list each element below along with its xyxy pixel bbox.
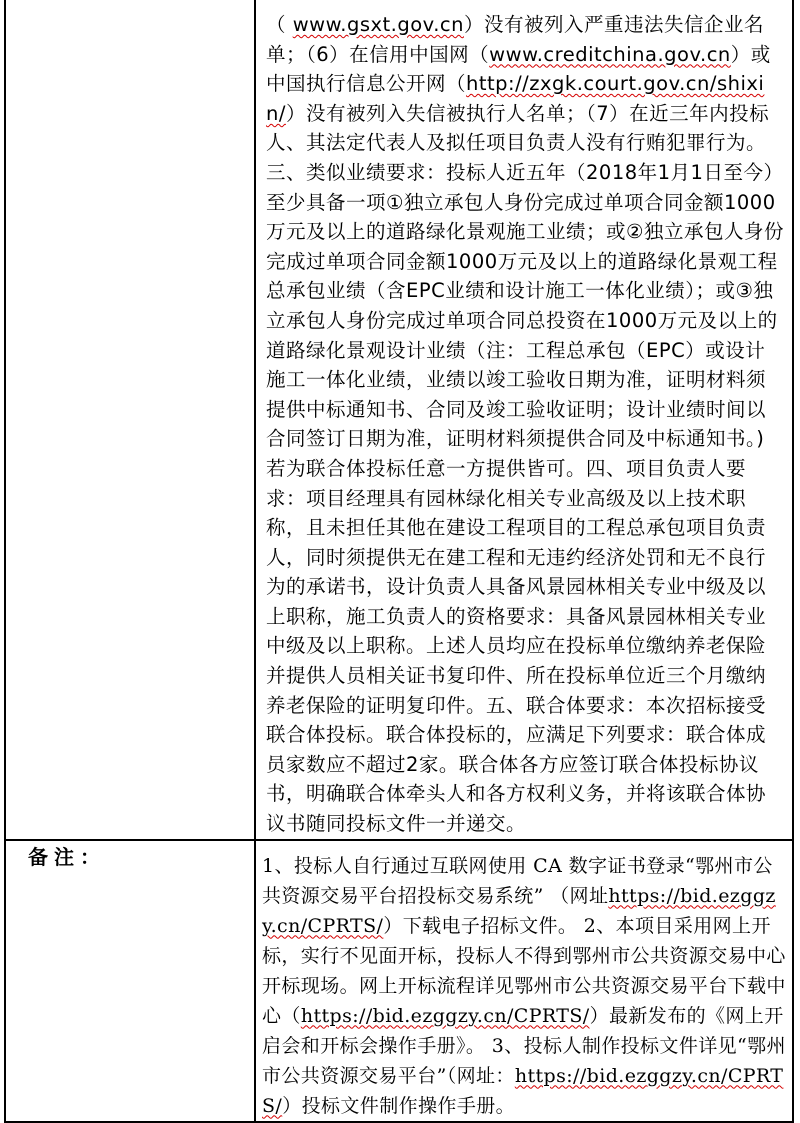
notes-label-cell: [5, 840, 255, 1122]
table-row: [5, 840, 793, 1122]
text-segment: ）最新发布的《网上开启会和开标会操作手册》。 3、投标人制作投标文件详见“鄂州市公共资源交易平台”（网址：: [262, 1004, 786, 1087]
zxgk-link-text: http://zxgk.court.gov.cn/shixin/: [266, 72, 765, 125]
text-segment: ）没有被列入失信被执行人名单；（7）在近三年内投标人、其法定代表人及拟任项目负责人没有行贿犯罪行为。 三、类似业绩要求：投标人近五年（2018年1月1日至今）至少具备一项①独立承包人身份完成过单项合同金额1000万元及以上的道路绿化景观施工业绩；或②独立承包人身份完成过单项合同金额1000万元及以上的道路绿化景观工程总承包业绩（含EPC业绩和设计施工一体化业绩）；或③独立承包人身份完成过单项合同总投资在1000万元及以上的道路绿化景观设计业绩（注：工程总承包（EPC）或设计施工一体化业绩，业绩以竣工验收日期为准，证明材料须提供中标通知书、合同及竣工验收证明；设计业绩时间以合同签订日期为准，证明材料须提供合同及中标通知书。)若为联合体投标任意一方提供皆可。四、项目负责人要求：项目经理具有园林绿化相关专业高级及以上技术职称，且未担任其他在建设工程项目的工程总承包项目负责人，同时须提供无在建工程和无违约经济处罚和无不良行为的承诺书，设计负责人具备风景园林相关专业中级及以上职称，施工负责人的资格要求：具备风景园林相关专业中级及以上职称。上述人员均应在投标单位缴纳养老保险并提供人员相关证书复印件、所在投标单位近三个月缴纳养老保险的证明复印件。五、联合体要求：本次招标接受联合体投标。联合体投标的，应满足下列要求：联合体成员家数应不超过2家。联合体各方应签订联合体投标协议书，明确联合体牵头人和各方权利义务，并将该联合体协议书随同投标文件一并递交。: [266, 101, 784, 836]
table-row: [5, 0, 793, 840]
text-segment: （: [266, 13, 293, 36]
text-segment: ）投标文件制作操作手册。: [282, 1094, 516, 1117]
notes-text: [256, 841, 792, 1121]
creditchina-link-text: www.creditchina.gov.cn: [489, 42, 731, 66]
text-segment: ）没有被列入严重违法失信企业名单；（6）在信用中国网（: [266, 13, 765, 66]
requirements-content-cell: [255, 0, 793, 840]
text-segment: ）下载电子招标文件。 2、本项目采用网上开标，实行不见面开标，投标人不得到鄂州市公共资源交易中心开标现场。网上开标流程详见鄂州市公共资源交易平台下载中心（: [262, 914, 786, 1027]
gsxt-link-text: www.gsxt.gov.cn: [292, 13, 464, 36]
bid-url-text: https://bid.ezggzy.cn/CPRTS/: [262, 884, 776, 937]
requirements-table: [4, 0, 794, 1123]
text-segment: ）或中国执行信息公开网（: [266, 42, 771, 96]
bid-url-text: https://bid.ezggzy.cn/CPRTS/: [300, 1004, 590, 1027]
requirements-text: [256, 0, 792, 839]
bid-url-text: https://bid.ezggzy.cn/CPRTS/: [262, 1064, 784, 1117]
notes-label: 备注：: [28, 844, 106, 869]
row-label-cell: [5, 0, 255, 840]
text-segment: 1、投标人自行通过互联网使用 CA 数字证书登录“鄂州市公共资源交易平台招投标交易系统” （网址: [262, 854, 773, 907]
notes-content-cell: [255, 840, 793, 1122]
